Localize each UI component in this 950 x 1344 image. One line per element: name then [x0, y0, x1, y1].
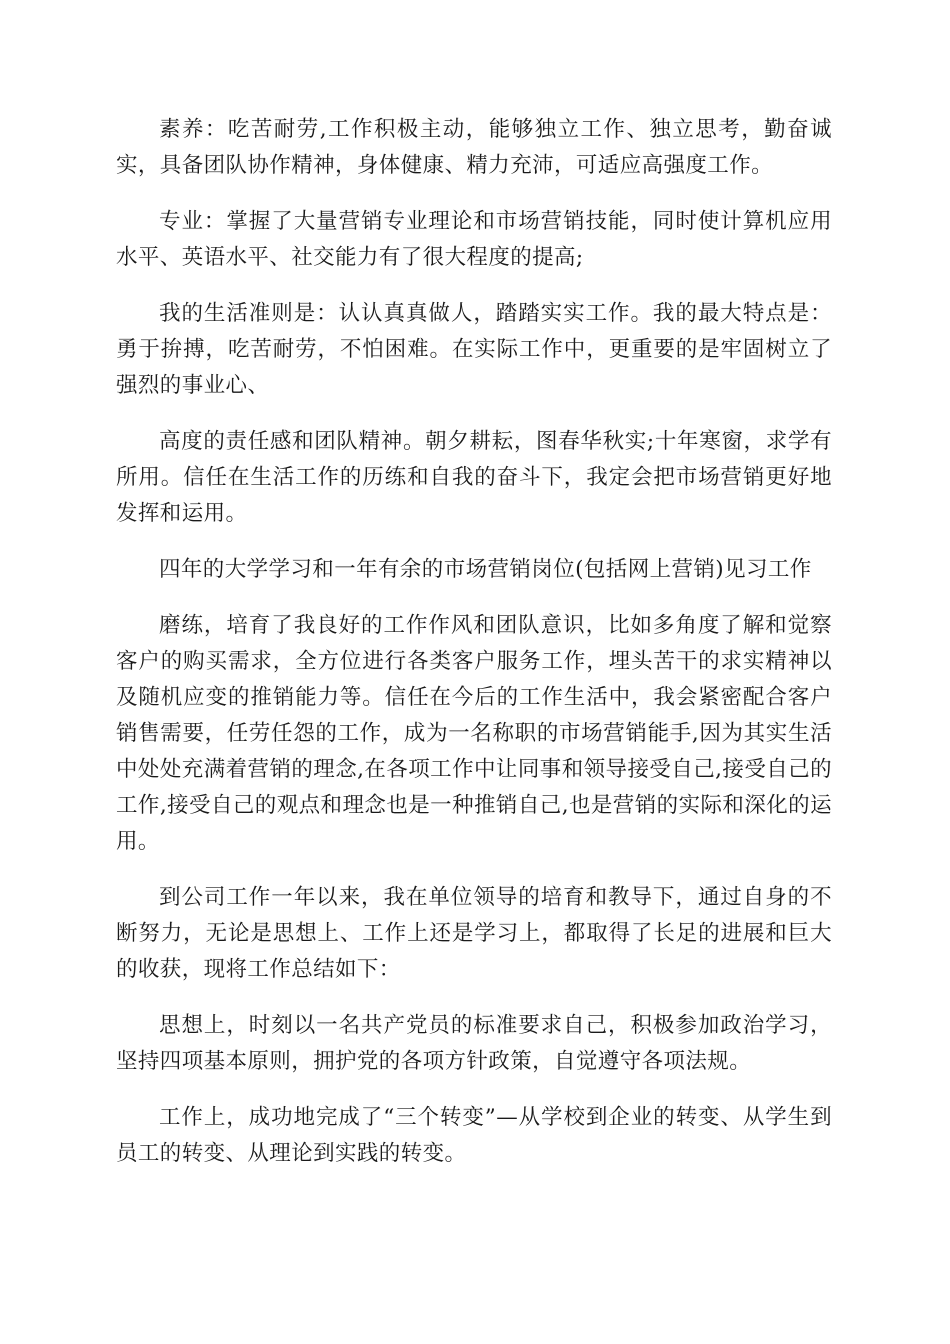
paragraph-ideology: 思想上，时刻以一名共产党员的标准要求自己，积极参加政治学习，坚持四项基本原则，拥护党的各项方针政策，自觉遵守各项法规。: [116, 1013, 832, 1074]
paragraph-work: 工作上，成功地完成了“三个转变”—从学校到企业的转变、从学生到员工的转变、从理论到实践的转变。: [116, 1105, 832, 1166]
paragraph-training: 磨练，培育了我良好的工作作风和团队意识，比如多角度了解和觉察客户的购买需求，全方位进行各类客户服务工作，埋头苦干的求实精神以及随机应变的推销能力等。信任在今后的工作生活中，我会紧密配合客户销售需要，任劳任怨的工作，成为一名称职的市场营销能手,因为其实生活中处处充满着营销的理念,在各项工作中让同事和领导接受自己,接受自己的工作,接受自己的观点和理念也是一种推销自己,也是营销的实际和深化的运用。: [116, 613, 832, 854]
paragraph-university: 四年的大学学习和一年有余的市场营销岗位(包括网上营销)见习工作: [159, 557, 812, 582]
document-body: [116, 112, 832, 1192]
paragraph-responsibility: 高度的责任感和团队精神。朝夕耕耘，图春华秋实;十年寒窗，求学有所用。信任在生活工作的历练和自我的奋斗下，我定会把市场营销更好地发挥和运用。: [116, 429, 832, 526]
paragraph-company-year: 到公司工作一年以来，我在单位领导的培育和教导下，通过自身的不断努力，无论是思想上、工作上还是学习上，都取得了长足的进展和巨大的收获，现将工作总结如下：: [116, 885, 832, 982]
paragraph-life-principle: 我的生活准则是：认认真真做人，踏踏实实工作。我的最大特点是：勇于拚搏，吃苦耐劳，不怕困难。在实际工作中，更重要的是牢固树立了强烈的事业心、: [116, 301, 832, 398]
paragraph-quality: 素养：吃苦耐劳,工作积极主动，能够独立工作、独立思考，勤奋诚实，具备团队协作精神，身体健康、精力充沛，可适应高强度工作。: [116, 117, 832, 178]
paragraph-profession: 专业：掌握了大量营销专业理论和市场营销技能，同时使计算机应用水平、英语水平、社交能力有了很大程度的提高;: [116, 209, 832, 270]
